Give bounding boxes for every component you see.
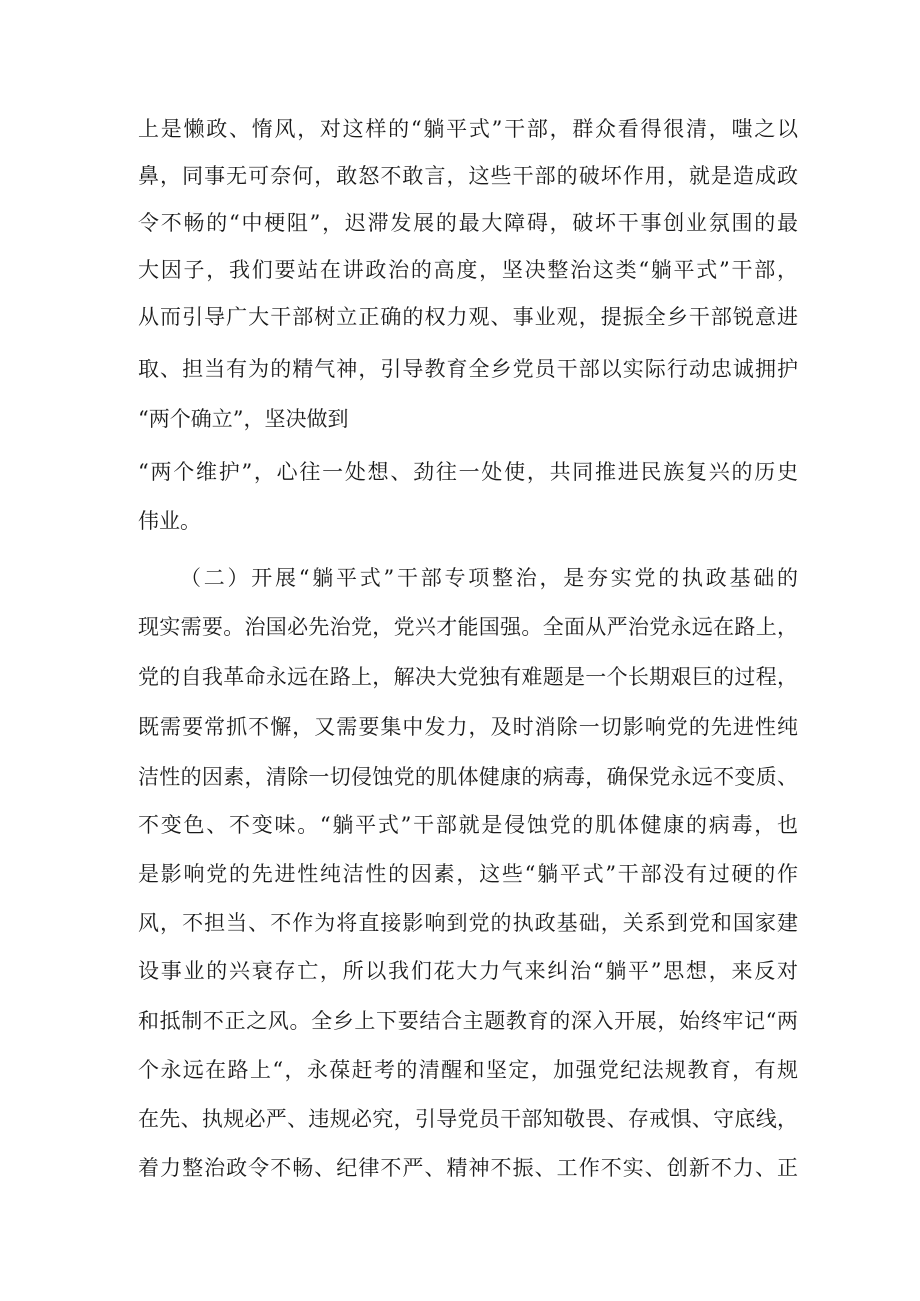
paragraph-1-line-6: 取、担当有为的精气神，引导教育全乡党员干部以实际行动忠诚拥护 — [138, 357, 798, 381]
paragraph-2-line-4: 既需要常抓不懈，又需要集中发力，及时消除一切影响党的先进性纯 — [138, 715, 798, 739]
paragraph-2-line-3: 党的自我革命永远在路上，解决大党独有难题是一个长期艰巨的过程， — [138, 665, 798, 689]
paragraph-1-line-2: 鼻，同事无可奈何，敢怒不敢言，这些干部的破坏作用，就是造成政 — [138, 164, 798, 188]
paragraph-1-line-8: “两个维护”，心往一处想、劲往一处使，共同推进民族复兴的历史 — [138, 460, 798, 484]
paragraph-2-line-12: 在先、执规必严、违规必究，引导党员干部知敬畏、存戒惧、守底线， — [138, 1107, 798, 1131]
paragraph-2-line-11: 个永远在路上“，永葆赶考的清醒和坚定，加强党纪法规教育，有规 — [138, 1058, 798, 1082]
paragraph-2-line-1: （二）开展“躺平式”干部专项整治，是夯实党的执政基础的 — [180, 566, 798, 590]
paragraph-2-line-10: 和抵制不正之风。全乡上下要结合主题教育的深入开展，始终牢记“两 — [138, 1009, 798, 1033]
paragraph-2-line-13: 着力整治政令不畅、纪律不严、精神不振、工作不实、创新不力、正 — [138, 1156, 798, 1180]
paragraph-1-line-1: 上是懒政、惰风，对这样的“躺平式”干部，群众看得很清，嗤之以 — [138, 117, 798, 141]
paragraph-1-line-7: “两个确立”，坚决做到 — [138, 407, 349, 431]
paragraph-2-line-7: 是影响党的先进性纯洁性的因素，这些“躺平式”干部没有过硬的作 — [138, 862, 798, 886]
paragraph-2-line-6: 不变色、不变味。“躺平式”干部就是侵蚀党的肌体健康的病毒，也 — [138, 813, 798, 837]
paragraph-1-line-9: 伟业。 — [138, 509, 201, 533]
paragraph-2-line-9: 设事业的兴衰存亡，所以我们花大力气来纠治“躺平”思想，来反对 — [138, 959, 798, 983]
paragraph-2-line-2: 现实需要。治国必先治党，党兴才能国强。全面从严治党永远在路上， — [138, 615, 798, 639]
paragraph-1-line-3: 令不畅的“中梗阻”，迟滞发展的最大障碍，破坏干事创业氛围的最 — [138, 211, 798, 235]
paragraph-2-line-8: 风，不担当、不作为将直接影响到党的执政基础，关系到党和国家建 — [138, 911, 798, 935]
paragraph-1-line-4: 大因子，我们要站在讲政治的高度，坚决整治这类“躺平式”干部， — [138, 258, 798, 282]
paragraph-2-line-5: 洁性的因素，清除一切侵蚀党的肌体健康的病毒，确保党永远不变质、 — [138, 765, 798, 789]
paragraph-1-line-5: 从而引导广大干部树立正确的权力观、事业观，提振全乡干部锐意进 — [138, 305, 798, 329]
